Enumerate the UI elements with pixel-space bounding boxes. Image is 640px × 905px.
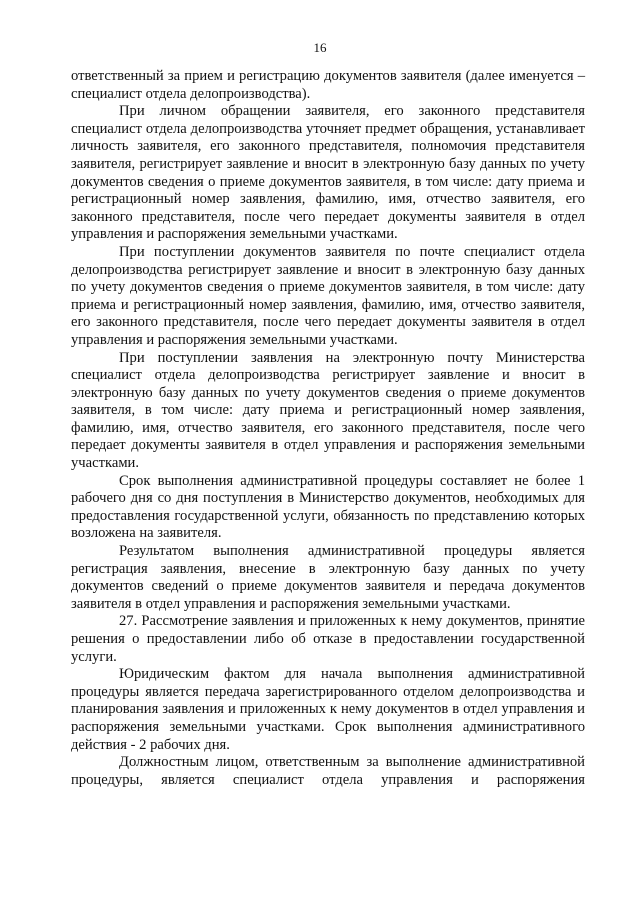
paragraph-procedure-term: Срок выполнения административной процедуры составляет не более 1 рабочего дня со дня поступления в Министерство документов, необходимых для предоставления государственной услуги, обязанность по представлению которых возложена на заявителя.	[71, 472, 585, 542]
page-number: 16	[313, 40, 327, 55]
paragraph-email-receipt: При поступлении заявления на электронную почту Министерства специалист отдела делопроизводства регистрирует заявление и вносит в электронную базу данных по учету документов сведения о приеме документов заявителя, в том числе: дату приема и регистрационный номер заявления, фамилию, имя, отчество заявителя, его законного представителя, после чего передает документы заявителя в отдел управления и распоряжения земельными участками.	[71, 349, 585, 472]
paragraph-continuation: ответственный за прием и регистрацию документов заявителя (далее именуется – специалист отдела делопроизводства).	[71, 68, 585, 102]
paragraph-responsible-official: Должностным лицом, ответственным за выполнение административной процедуры, является специалист отдела управления и распоряжения	[71, 754, 585, 788]
paragraph-section-27: 27. Рассмотрение заявления и приложенных к нему документов, принятие решения о предоставлении либо об отказе в предоставлении государственной услуги.	[71, 613, 585, 665]
paragraph-procedure-result: Результатом выполнения административной процедуры является регистрация заявления, внесение в электронную базу данных по учету документов сведений о приеме документов заявителя и передача документов заявителя в отдел управления и распоряжения земельными участками.	[71, 543, 585, 612]
paragraph-postal-receipt: При поступлении документов заявителя по почте специалист отдела делопроизводства регистрирует заявление и вносит в электронную базу данных по учету документов сведения о приеме документов заявителя, в том числе: дату приема и регистрационный номер заявления, фамилию, имя, отчество заявителя, его законного представителя, после чего передает документы заявителя в отдел управления и распоряжения земельными участками.	[71, 243, 585, 348]
paragraph-legal-fact: Юридическим фактом для начала выполнения административной процедуры является передача зарегистрированного отделом делопроизводства и планирования заявления и приложенных к нему документов в отдел управления и распоряжения земельными участками. Срок выполнения административного действия - 2 рабочих дня.	[71, 666, 585, 753]
paragraph-personal-appeal: При личном обращении заявителя, его законного представителя специалист отдела делопроизводства уточняет предмет обращения, устанавливает личность заявителя, его законного представителя, полномочия представителя заявителя, регистрирует заявление и вносит в электронную базу данных по учету документов сведения о приеме документов заявителя, в том числе: дату приема и регистрационный номер заявления, фамилию, имя, отчество заявителя, его законного представителя, после чего передает документы заявителя в отдел управления и распоряжения земельными участками.	[71, 103, 585, 243]
document-body	[71, 68, 585, 789]
